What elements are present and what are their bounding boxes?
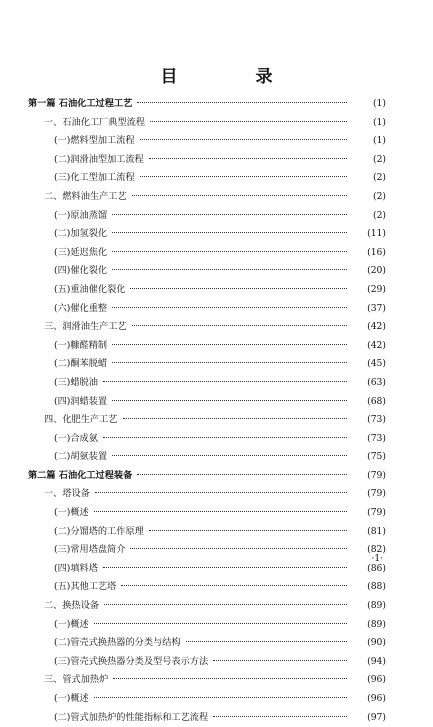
toc-entry-page: (29) xyxy=(367,283,386,295)
toc-entry-title: 一、塔设备 xyxy=(44,488,90,500)
toc-entry-title: (六)催化重整 xyxy=(54,302,108,314)
dot-leader xyxy=(140,176,347,177)
dot-leader xyxy=(103,381,347,382)
toc-entry-title: (二)酮苯脱蜡 xyxy=(54,358,108,370)
dot-leader xyxy=(130,548,347,549)
toc-entry-title: (三)延迟焦化 xyxy=(54,246,108,258)
toc-entry xyxy=(28,504,386,523)
toc-entry xyxy=(28,616,386,635)
dot-leader xyxy=(112,307,347,308)
dot-leader xyxy=(186,641,347,642)
toc-entry-page: (90) xyxy=(367,637,386,649)
dot-leader xyxy=(94,697,347,698)
toc-entry xyxy=(28,411,386,430)
toc-entry-page: (11) xyxy=(367,228,386,240)
toc-entry-title: (三)常用塔盘简介 xyxy=(54,544,126,556)
toc-entry xyxy=(28,374,386,393)
toc-entry xyxy=(28,690,386,709)
toc-entry-title: 二、换热设备 xyxy=(44,600,100,612)
toc-entry-page: (1) xyxy=(372,98,386,109)
dot-leader xyxy=(94,511,347,512)
toc-entry-page: (79) xyxy=(367,469,386,481)
toc-entry xyxy=(28,597,386,616)
toc-entry-title: 三、管式加热炉 xyxy=(44,674,109,686)
toc-entry xyxy=(28,485,386,504)
toc-entry xyxy=(28,207,386,226)
toc-entry-page: (97) xyxy=(367,711,386,723)
toc-entry-page: (96) xyxy=(367,674,386,686)
toc-entry-title: 第一篇 石油化工过程工艺 xyxy=(28,98,133,109)
dot-leader xyxy=(112,400,347,401)
dot-leader xyxy=(95,492,347,493)
toc-entry xyxy=(28,671,386,690)
toc-entry-page: (42) xyxy=(367,339,386,351)
toc-entry-page: (63) xyxy=(367,376,386,388)
toc-entry xyxy=(28,262,386,281)
toc-entry-title: (二)分馏塔的工作原理 xyxy=(54,525,144,537)
toc-entry xyxy=(28,523,386,542)
toc-entry-page: (79) xyxy=(367,488,386,500)
toc-entry xyxy=(28,337,386,356)
page-number: ·1· xyxy=(371,554,383,564)
toc-entry xyxy=(28,95,386,114)
dot-leader xyxy=(112,269,347,270)
toc-entry-title: (一)原油蒸馏 xyxy=(54,209,108,221)
toc-entry-page: (89) xyxy=(367,618,386,630)
dot-leader xyxy=(140,139,347,140)
toc-entry-title: (四)润蜡装置 xyxy=(54,395,108,407)
dot-leader xyxy=(112,344,347,345)
toc-entry-page: (2) xyxy=(372,209,386,221)
toc-entry xyxy=(28,430,386,449)
toc-entry-title: (二)管壳式换热器的分类与结构 xyxy=(54,637,181,649)
toc-entry-page: (2) xyxy=(372,190,386,202)
dot-leader xyxy=(213,716,347,717)
toc-entry-title: (一)概述 xyxy=(54,618,89,630)
toc-entry-page: (82) xyxy=(367,544,386,556)
toc-entry xyxy=(28,393,386,412)
toc-entry-page: (20) xyxy=(367,265,386,277)
toc-entry-title: 二、燃料油生产工艺 xyxy=(44,190,127,202)
toc-entry-page: (2) xyxy=(372,172,386,184)
toc-entry-title: (二)加氢裂化 xyxy=(54,228,108,240)
toc-entry-page: (75) xyxy=(367,451,386,463)
dot-leader xyxy=(149,158,347,159)
table-of-contents xyxy=(28,95,386,727)
toc-entry xyxy=(28,169,386,188)
toc-entry-title: (一)合成氨 xyxy=(54,432,98,444)
toc-entry xyxy=(28,151,386,170)
toc-entry xyxy=(28,448,386,467)
toc-entry-title: 三、润滑油生产工艺 xyxy=(44,321,127,333)
dot-leader xyxy=(104,604,347,605)
toc-entry-title: (五)重油催化裂化 xyxy=(54,283,126,295)
toc-entry xyxy=(28,300,386,319)
toc-entry-page: (73) xyxy=(367,432,386,444)
toc-entry xyxy=(28,318,386,337)
toc-entry-title: (三)蜡脱油 xyxy=(54,376,98,388)
toc-entry-page: (1) xyxy=(372,135,386,147)
toc-entry-page: (37) xyxy=(367,302,386,314)
toc-entry-title: (一)概述 xyxy=(54,693,89,704)
toc-entry-page: (96) xyxy=(367,693,386,704)
dot-leader xyxy=(112,251,347,252)
dot-leader xyxy=(112,232,347,233)
toc-entry xyxy=(28,709,386,727)
toc-entry-page: (68) xyxy=(367,395,386,407)
toc-entry xyxy=(28,634,386,653)
dot-leader xyxy=(94,623,347,624)
dot-leader xyxy=(123,418,348,419)
toc-entry-title: (五)其他工艺塔 xyxy=(54,581,117,593)
toc-entry-page: (42) xyxy=(367,321,386,333)
toc-entry xyxy=(28,188,386,207)
dot-leader xyxy=(112,214,347,215)
toc-entry-title: (四)催化裂化 xyxy=(54,265,108,277)
toc-entry-page: (73) xyxy=(367,414,386,426)
dot-leader xyxy=(112,455,347,456)
dot-leader xyxy=(149,530,347,531)
dot-leader xyxy=(130,288,347,289)
toc-entry-page: (2) xyxy=(372,153,386,165)
toc-entry-title: (一)糠醛精制 xyxy=(54,339,108,351)
toc-entry-page: (86) xyxy=(367,562,386,574)
toc-entry xyxy=(28,114,386,133)
toc-entry-page: (88) xyxy=(367,581,386,593)
toc-entry-title: 第二篇 石油化工过程装备 xyxy=(28,469,133,481)
toc-entry xyxy=(28,578,386,597)
page-title: 目 录 xyxy=(160,67,309,87)
toc-entry xyxy=(28,653,386,672)
toc-entry xyxy=(28,541,386,560)
dot-leader xyxy=(113,678,347,679)
toc-entry-page: (81) xyxy=(367,525,386,537)
dot-leader xyxy=(137,102,347,103)
toc-entry xyxy=(28,467,386,486)
toc-entry xyxy=(28,225,386,244)
dot-leader xyxy=(213,660,347,661)
dot-leader xyxy=(121,585,347,586)
toc-entry-title: 四、化肥生产工艺 xyxy=(44,414,118,426)
toc-entry-page: (16) xyxy=(367,246,386,258)
dot-leader xyxy=(112,362,347,363)
toc-entry-page: (1) xyxy=(372,116,386,128)
dot-leader xyxy=(132,195,347,196)
toc-entry xyxy=(28,281,386,300)
toc-entry xyxy=(28,355,386,374)
toc-entry-title: (三)化工型加工流程 xyxy=(54,172,135,184)
toc-entry-title: (四)填料塔 xyxy=(54,562,98,574)
toc-entry xyxy=(28,132,386,151)
toc-entry-page: (79) xyxy=(367,507,386,519)
toc-entry-page: (94) xyxy=(367,655,386,667)
toc-entry-title: (二)胡氨装置 xyxy=(54,451,108,463)
toc-entry-title: (三)管壳式换热器分类及型号表示方法 xyxy=(54,655,209,667)
toc-entry-page: (45) xyxy=(367,358,386,370)
dot-leader xyxy=(103,437,347,438)
toc-entry xyxy=(28,244,386,263)
toc-entry-title: 一、石油化工厂典型流程 xyxy=(44,116,146,128)
dot-leader xyxy=(150,121,347,122)
toc-entry-title: (一)概述 xyxy=(54,507,89,519)
dot-leader xyxy=(132,325,347,326)
toc-entry-title: (二)润滑油型加工流程 xyxy=(54,153,144,165)
toc-entry-page: (89) xyxy=(367,600,386,612)
toc-entry-title: (二)管式加热炉的性能指标和工艺流程 xyxy=(54,711,209,723)
dot-leader xyxy=(103,567,347,568)
dot-leader xyxy=(137,474,347,475)
toc-entry-title: (一)燃料型加工流程 xyxy=(54,135,135,147)
